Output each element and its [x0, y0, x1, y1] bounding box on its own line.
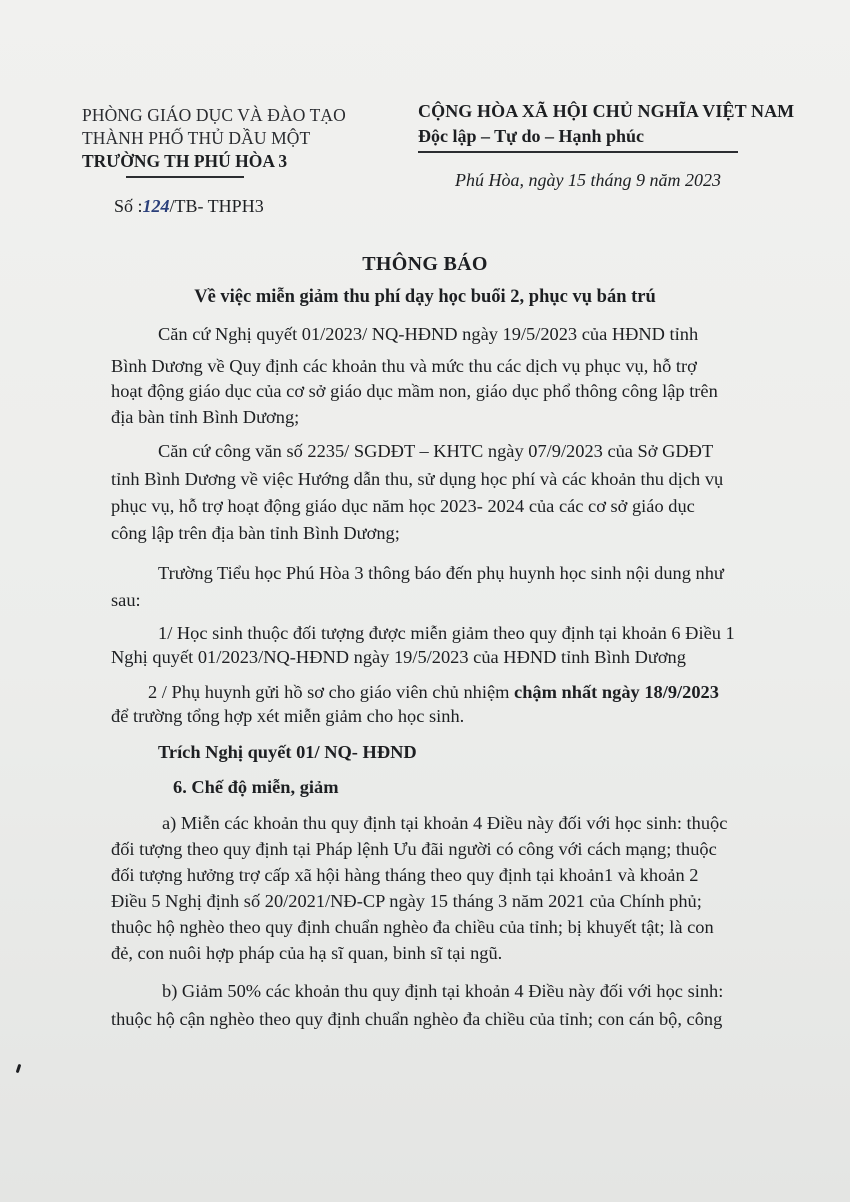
document-title: THÔNG BÁO: [362, 253, 488, 275]
paragraph-2-line-2: tỉnh Bình Dương về việc Hướng dẫn thu, sử dụng học phí và các khoản thu dịch vụ: [111, 469, 724, 489]
doc-number-prefix: Số :: [114, 196, 143, 216]
paragraph-1-line-1: Căn cứ Nghị quyết 01/2023/ NQ-HĐND ngày 19/5/2023 của HĐND tỉnh: [158, 324, 699, 344]
doc-number-suffix: /TB- THPH3: [169, 196, 264, 216]
place-date: Phú Hòa, ngày 15 tháng 9 năm 2023: [455, 170, 721, 190]
paragraph-3-line-2: sau:: [111, 590, 141, 610]
point-a-line-6: đẻ, con nuôi hợp pháp của hạ sĩ quan, binh sĩ tại ngũ.: [111, 943, 503, 963]
school-name: TRƯỜNG TH PHÚ HÒA 3: [82, 151, 288, 171]
point-a-line-5: thuộc hộ nghèo theo quy định chuẩn nghèo đa chiều của tỉnh; bị khuyết tật; là con: [111, 917, 714, 937]
point-a-line-2: đối tượng theo quy định tại Pháp lệnh Ưu đãi người có công với cách mạng; thuộc: [111, 839, 717, 859]
point-a-line-3: đối tượng hưởng trợ cấp xã hội hàng tháng theo quy định tại khoản1 và khoản 2: [111, 865, 699, 885]
point-a-line-1: a) Miễn các khoản thu quy định tại khoản 4 Điều này đối với học sinh: thuộc: [162, 813, 728, 833]
nation-name: CỘNG HÒA XÃ HỘI CHỦ NGHĨA VIỆT NAM: [418, 101, 795, 121]
deadline-text: chậm nhất ngày 18/9/2023: [514, 682, 719, 702]
paragraph-2-line-3: phục vụ, hỗ trợ hoạt động giáo dục năm học 2023- 2024 của các cơ sở giáo dục: [111, 496, 695, 516]
ink-mark: [16, 1064, 22, 1073]
document-subject: Về việc miễn giảm thu phí dạy học buổi 2, phục vụ bán trú: [194, 287, 656, 307]
motto-underline: [418, 151, 738, 153]
point-b-line-2: thuộc hộ cận nghèo theo quy định chuẩn nghèo đa chiều của tỉnh; con cán bộ, công: [111, 1009, 723, 1029]
excerpt-heading: Trích Nghị quyết 01/ NQ- HĐND: [158, 742, 417, 762]
paragraph-1-line-2: Bình Dương về Quy định các khoản thu và mức thu các dịch vụ phục vụ, hỗ trợ: [111, 356, 697, 376]
paragraph-2-line-1: Căn cứ công văn số 2235/ SGDĐT – KHTC ngày 07/9/2023 của Sở GDĐT: [158, 441, 714, 461]
school-underline: [126, 176, 244, 178]
item-2-text: 2 / Phụ huynh gửi hồ sơ cho giáo viên chủ nhiệm: [148, 682, 515, 702]
point-a-line-4: Điều 5 Nghị định số 20/2021/NĐ-CP ngày 15 tháng 3 năm 2021 của Chính phủ;: [111, 891, 702, 911]
item-2-line-2: để trường tổng hợp xét miễn giảm cho học sinh.: [111, 706, 465, 726]
section-heading: 6. Chế độ miễn, giảm: [173, 777, 339, 797]
paragraph-2-line-4: công lập trên địa bàn tỉnh Bình Dương;: [111, 523, 400, 543]
item-2-line-1: [148, 680, 719, 704]
paragraph-1-line-3: hoạt động giáo dục của cơ sở giáo dục mầm non, giáo dục phổ thông công lập trên: [111, 381, 718, 401]
document-number: [114, 196, 264, 217]
doc-number-handwritten: 124: [142, 196, 170, 216]
item-1-line-2: Nghị quyết 01/2023/NQ-HĐND ngày 19/5/2023 của HĐND tỉnh Bình Dương: [111, 647, 686, 667]
agency-line-1: PHÒNG GIÁO DỤC VÀ ĐÀO TẠO: [82, 105, 346, 125]
agency-line-2: THÀNH PHỐ THỦ DẦU MỘT: [82, 128, 311, 148]
item-1-line-1: 1/ Học sinh thuộc đối tượng được miễn giảm theo quy định tại khoản 6 Điều 1: [158, 623, 735, 643]
point-b-line-1: b) Giảm 50% các khoản thu quy định tại khoản 4 Điều này đối với học sinh:: [162, 981, 724, 1001]
paragraph-1-line-4: địa bàn tỉnh Bình Dương;: [111, 407, 300, 427]
paragraph-3-line-1: Trường Tiểu học Phú Hòa 3 thông báo đến phụ huynh học sinh nội dung như: [158, 563, 724, 583]
motto: Độc lập – Tự do – Hạnh phúc: [418, 126, 645, 146]
